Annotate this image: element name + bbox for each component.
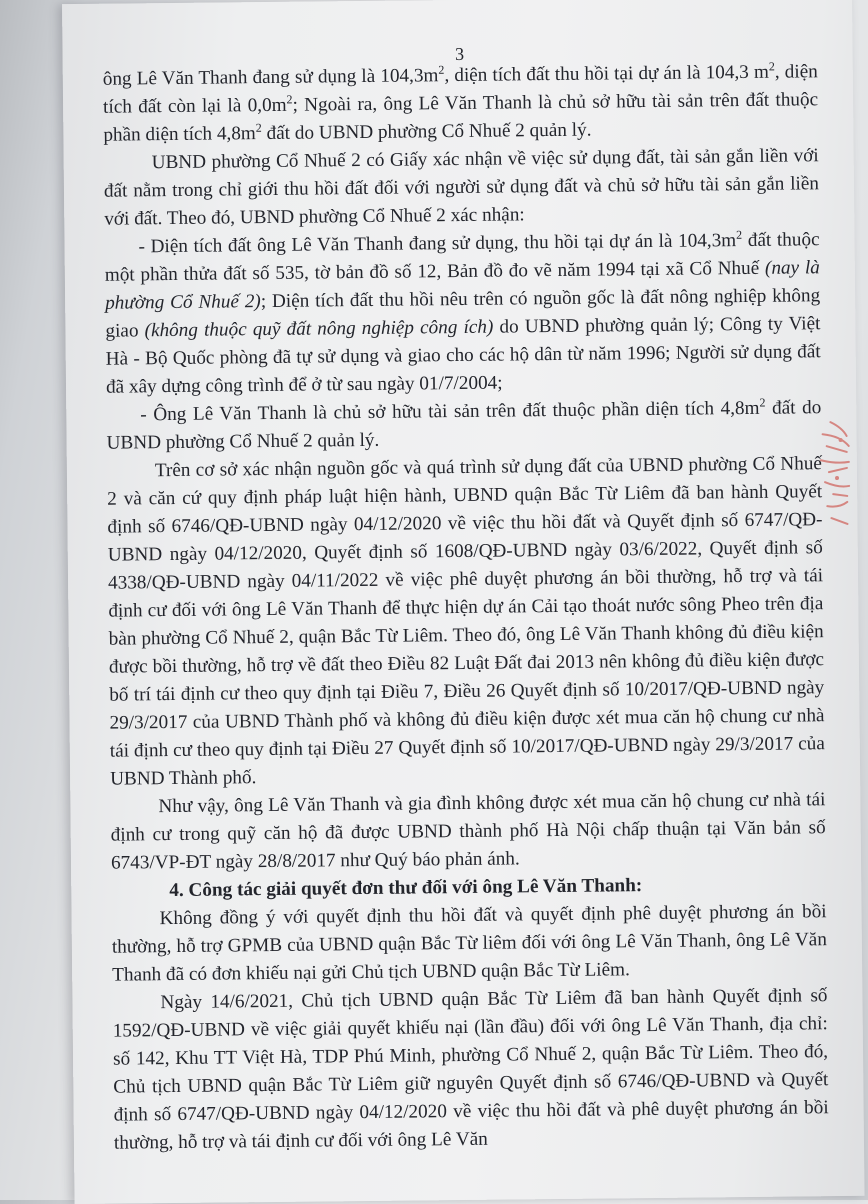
bullet-land-area bbox=[104, 226, 821, 401]
text-span: , diện tích đất thu hồi tại dự án là 104,3 m bbox=[444, 61, 769, 87]
superscript: 2 bbox=[286, 92, 293, 107]
section-heading-4: 4. Công tác giải quyết đơn thư đối với ông Lê Văn Thanh: bbox=[169, 875, 643, 902]
paragraph-decisions: Trên cơ sở xác nhận nguồn gốc và quá trình sử dụng đất của UBND phường Cổ Nhuế 2 và căn cứ quy định pháp luật hiện hành, UBND quận Bắc Từ Liêm đã ban hành Quyết định số 6746/QĐ-UBND ngày 04/12/2020 về việc thu hồi đất và Quyết định số 6747/QĐ-UBND ngày 04/12/2020, Quyết định số 1608/QĐ-UBND ngày 03/6/2022, Quyết định số 4338/QĐ-UBND ngày 04/11/2022 về việc phê duyệt phương án bồi thường, hỗ trợ và tái định cư đối với ông Lê Văn Thanh để thực hiện dự án Cải tạo thoát nước sông Pheo trên địa bàn phường Cổ Nhuế 2, quận Bắc Từ Liêm. Theo đó, ông Lê Văn Thanh không đủ điều kiện được bồi thường, hỗ trợ về đất theo Điều 82 Luật Đất đai 2013 nên không đủ điều kiện được bố trí tái định cư theo quy định tại Điều 7, Điều 26 Quyết định số 10/2017/QĐ-UBND ngày 29/3/2017 của UBND Thành phố và không đủ điều kiện được xét mua căn hộ chung cư nhà tái định cư theo quy định tại Điều 27 Quyết định số 10/2017/QĐ-UBND ngày 29/3/2017 của UBND Thành phố. bbox=[107, 453, 825, 790]
paragraph-area-summary bbox=[103, 58, 819, 149]
superscript: 2 bbox=[736, 227, 743, 242]
text-span: đất thuộc một phần thửa đất số 535, tờ bản đồ số 12, Bản đồ đo vẽ năm 1994 tại xã Cổ Nhuế bbox=[104, 229, 820, 286]
text-span: - Diện tích đất ông Lê Văn Thanh đang sử dụng, thu hồi tại dự án là 104,3m bbox=[138, 230, 737, 258]
text-span: đất do UBND phường Cổ Nhuế 2 quản lý. bbox=[106, 397, 822, 454]
text-span: đất do UBND phường Cổ Nhuế 2 quản lý. bbox=[261, 119, 592, 145]
document-page bbox=[62, 0, 865, 1204]
superscript: 2 bbox=[759, 395, 766, 410]
text-span: do UBND phường quản lý; Công ty Việt Hà - Bộ Quốc phòng đã tự sử dụng và giao cho các hộ dân từ năm 1996; Người sử dụng đất đã xây dựng công trình để ở từ sau ngày 01/7/2004; bbox=[105, 313, 821, 398]
text-span: , diện tích đất còn lại là 0,0m bbox=[102, 61, 818, 118]
superscript: 2 bbox=[255, 120, 262, 135]
text-span: - Ông Lê Văn Thanh là chủ sở hữu tài sản trên đất thuộc phần diện tích 4,8m bbox=[140, 397, 760, 426]
paragraph-complaint: Không đồng ý với quyết định thu hồi đất và quyết định phê duyệt phương án bồi thường, hỗ trợ GPMB của UBND quận Bắc Từ liêm đối với ông Lê Văn Thanh, ông Lê Văn Thanh đã có đơn khiếu nại gửi Chủ tịch UBND quận Bắc Từ Liêm. bbox=[111, 901, 827, 986]
text-span: ông Lê Văn Thanh đang sử dụng là 104,3m bbox=[102, 65, 439, 90]
text-span: ; Ngoài ra, ông Lê Văn Thanh là chủ sở hữu tài sản trên đất thuộc phần diện tích 4,8m bbox=[103, 89, 819, 146]
text-span: ; Diện tích đất thu hồi nêu trên có nguồn gốc là đất nông nghiệp không giao bbox=[105, 285, 821, 342]
page-number: 3 bbox=[454, 43, 466, 65]
italic-span: (nay là phường Cổ Nhuế 2) bbox=[105, 257, 820, 314]
paragraph-resolution: Ngày 14/6/2021, Chủ tịch UBND quận Bắc Từ Liêm đã ban hành Quyết định số 1592/QĐ-UBND về việc giải quyết khiếu nại (lần đầu) đối với ông Lê Văn Thanh, địa chỉ: số 142, Khu TT Việt Hà, TDP Phú Minh, phường Cổ Nhuế 2, quận Bắc Từ Liêm. Theo đó, Chủ tịch UBND quận Bắc Từ Liêm giữ nguyên Quyết định số 6746/QĐ-UBND và Quyết định số 6747/QĐ-UBND ngày 04/12/2020 về việc thu hồi đất và phê duyệt phương án bồi thường, hỗ trợ và tái định cư đối với ông Lê Văn bbox=[112, 985, 829, 1154]
paragraph-ward-confirmation: UBND phường Cổ Nhuế 2 có Giấy xác nhận về việc sử dụng đất, tài sản gắn liền với đất nằm trong chỉ giới thu hồi đất đối với người sử dụng đất và chủ sở hữu tài sản gắn liền với đất. Theo đó, UBND phường Cổ Nhuế 2 xác nhận: bbox=[103, 145, 820, 230]
italic-span: (không thuộc quỹ đất nông nghiệp công ích) bbox=[144, 316, 494, 342]
paragraph-conclusion: Như vậy, ông Lê Văn Thanh và gia đình không được xét mua căn hộ chung cư nhà tái định cư trong quỹ căn hộ đã được UBND thành phố Hà Nội chấp thuận tại Văn bản số 6743/VP-ĐT ngày 28/8/2017 như Quý báo phản ánh. bbox=[110, 789, 826, 874]
document-body bbox=[102, 36, 829, 1157]
superscript: 2 bbox=[768, 59, 775, 74]
bullet-asset-owner bbox=[106, 394, 822, 457]
superscript: 2 bbox=[438, 62, 445, 77]
